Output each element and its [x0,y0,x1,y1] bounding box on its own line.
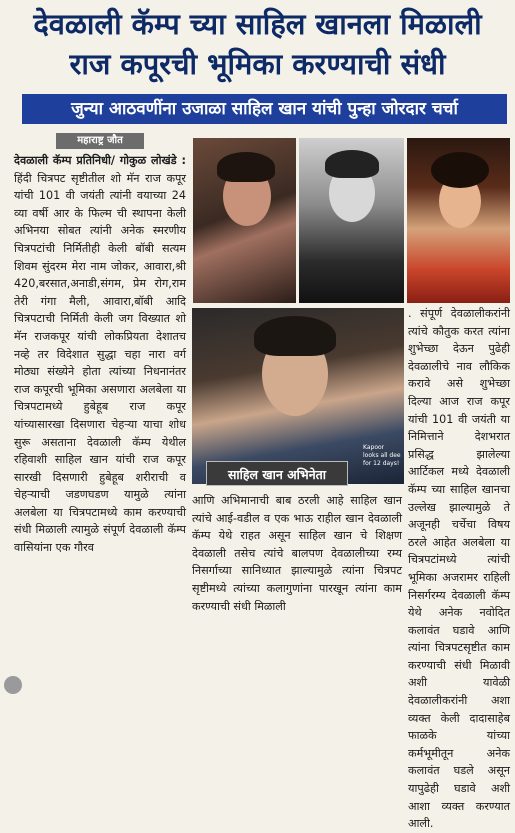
subheadline-banner: जुन्या आठवणींना उजाळा साहिल खान यांची पुन्हा जोरदार चर्चा [22,94,507,124]
section-tag: महाराष्ट्र जौत [56,133,144,149]
headline-line-2: राज कपूरची भूमिका करण्याची संधी [69,47,446,81]
article-column-1 [14,152,186,699]
headline [0,0,515,88]
column-3-text: . संपूर्ण देवळालीकरांनी त्यांचे कौतुक करत त्यांना शुभेच्छा देऊन पुढेही देवळालीचे नाव लौकिक करावे असे शुभेच्छा दिल्या आज राज कपूर यांची 101 वी जयंती या निमित्ताने देशभरात प्रसिद्ध झालेल्या आर्टिकल मध्ये देवळाली कॅम्प च्या साहिल खानचा उल्लेख झाल्यामुळे ते अजूनही चर्चेचा विषय ठरले आहेत अलबेला या चित्रपटांमध्ये त्यांची भूमिका अजरामर राहिली निसर्गरम्य देवळाली कॅम्प येथे अनेक नवोदित कलावंत घडावे आणि त्यांना चित्रपटसृष्टीत काम करण्याची संधी मिळावी अशी यावेळी देवळालीकरांनी अशा व्यक्त केली दादासाहेब फाळके यांच्या कर्मभूमीतून अनेक कलावंत घडले असून यापुढेही घडावे अशी आशा व्यक्त करण्यात आली. [408,307,510,831]
photo-young-man [193,138,296,303]
headline-line-1: देवळाली कॅम्प च्या साहिल खानला मिळाली [33,7,482,41]
avatar-icon[interactable] [4,676,22,694]
photo-raj-kapoor [299,138,404,303]
column-2-text: आणि अभिमानाची बाब ठरली आहे साहिल खान त्यांचे आई-वडील व एक भाऊ राहील खान देवळाली कॅम्प येथे राहत असून साहिल खान चे शिक्षण देवळाली तसेच त्यांचे बालपण देवळालीच्या रम्य निसर्गाच्या सानिध्यात झाल्यामुळे त्यांना चित्रपट सृष्टीमध्ये त्यांच्या कलागुणांना पारखून त्यांना काम करण्याची संधी मिळाली [192,494,402,613]
photo-small-caption: Kapoor looks all dee for 12 days! [363,444,401,467]
photo-actress [407,138,510,303]
photo-caption: साहिल खान अभिनेता [206,461,348,486]
column-1-text: हिंदी चित्रपट सृष्टीतील शो मॅन राज कपूर यांची 101 वी जयंती त्यांनी वयाच्या 24 व्या वर्षी आर के फिल्म ची स्थापना केली अभिनया सोबत त्यांनी अनेक स्मरणीय चित्रपटांची निर्मितीही केली बॉबी सत्यम शिवम सुंदरम मेरा नाम जोकर, आवारा,श्री 420,बरसात,अनाडी,संगम, प्रेम रोग,राम तेरी गंगा मैली, आवारा,बॉबी आदि चित्रपटाची निर्मिती केली जग विख्यात शो मॅन राजकपूर यांची लोकप्रियता देशातच नव्हे तर विदेशात सुद्धा चहा नारा वर्ग मोठ्या संख्येने होता त्यांच्या निधनानंतर राज कपूरची भूमिका असणारा अलबेला या चित्रपटामध्ये हुबेहूब राज कपूर यांच्यासारखा दिसणारा चेहऱ्या याचा शोध सुरू असताना देवळाली कॅम्प येथील रहिवाशी साहिल खान यांची राज कपूर सारखी दिसणारी हुबेहूब शरीराची व चेहऱ्याची जडणघडण यामुळे त्यांना अलबेला या चित्रपटामध्ये काम करण्याची संधी मिळाली त्यामुळे संपूर्ण देवळाली कॅम्प वासियांना एक गौरव [14,171,186,555]
article-column-3 [408,305,510,831]
article-column-2 [192,492,402,699]
byline: देवळाली कॅम्प प्रतिनिधी/ गोकुळ लोखंडे : [14,154,186,167]
